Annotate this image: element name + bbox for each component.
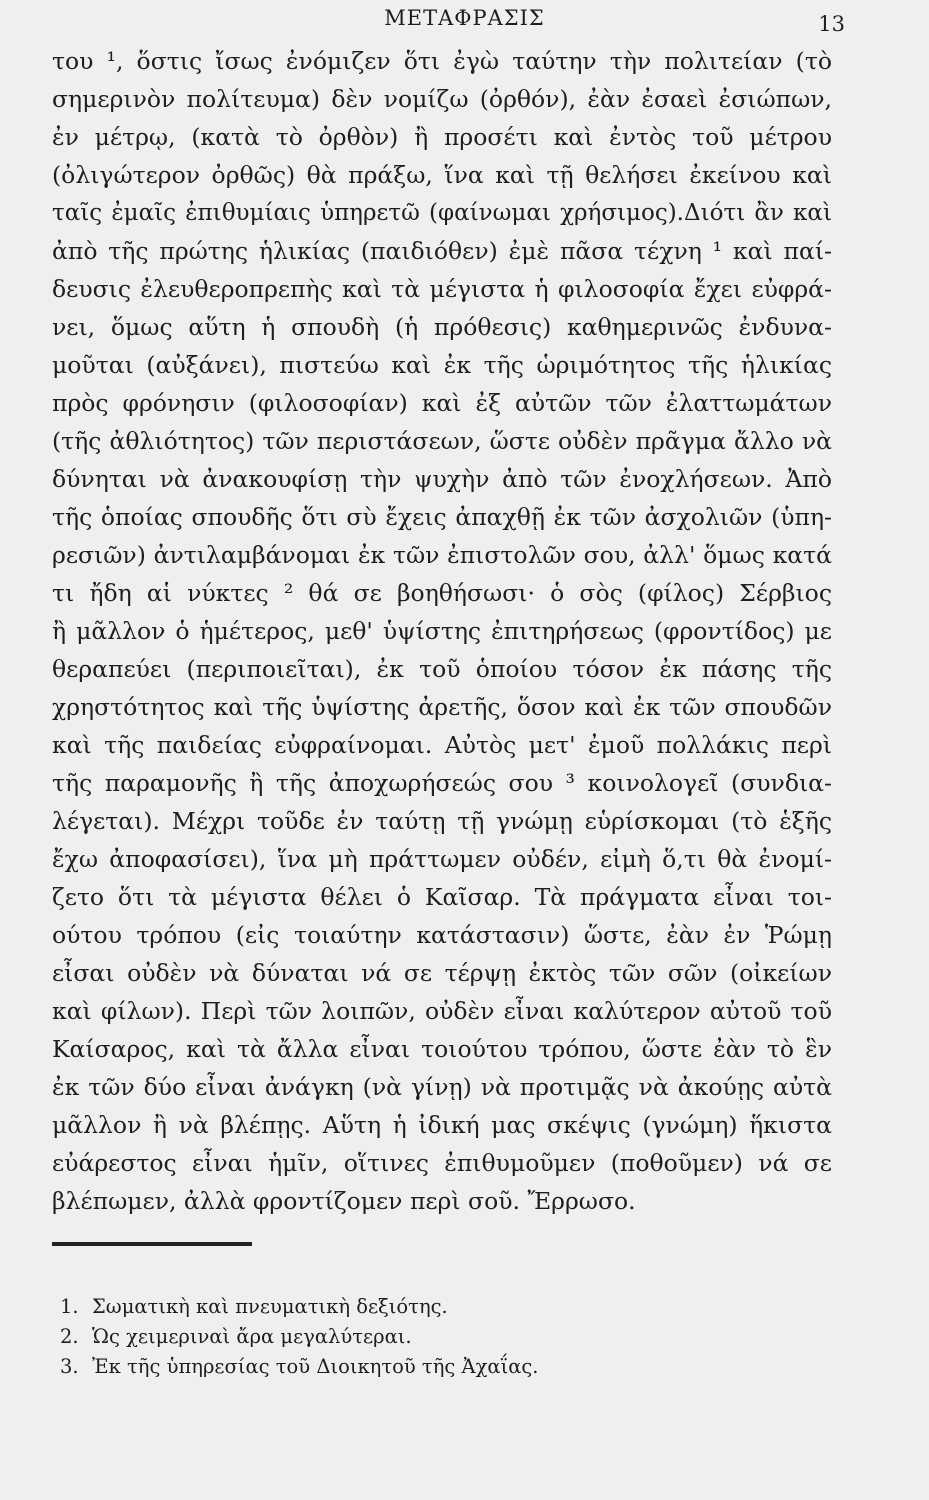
- text-line: τῆς ὁποίας σπουδῆς ὅτι σὺ ἔχεις ἀπαχθῇ ἐκ τῶν ἀσχολιῶν (ὑπη-: [52, 503, 832, 531]
- footnote: [60, 1322, 760, 1352]
- text-line: χρηστότητος καὶ τῆς ὑψίστης ἀρετῆς, ὅσον καὶ ἐκ τῶν σπουδῶν: [52, 693, 832, 721]
- page-number: 13: [818, 12, 845, 36]
- text-line: καὶ φίλων). Περὶ τῶν λοιπῶν, οὐδὲν εἶναι καλύτερον αὐτοῦ τοῦ: [52, 997, 832, 1025]
- text-line: βλέπωμεν, ἀλλὰ φροντίζομεν περὶ σοῦ. Ἔρρωσο.: [52, 1187, 636, 1215]
- text-line: εὐάρεστος εἶναι ἡμῖν, οἵτινες ἐπιθυμοῦμεν (ποθοῦμεν) νά σε: [52, 1149, 832, 1177]
- footnote-number: 3.: [60, 1355, 79, 1378]
- body-text: [52, 42, 832, 1220]
- text-line: καὶ τῆς παιδείας εὐφραίνομαι. Αὐτὸς μετ' ἐμοῦ πολλάκις περὶ: [52, 731, 832, 759]
- text-line: ἐν μέτρῳ, (κατὰ τὸ ὀρθὸν) ἢ προσέτι καὶ ἐντὸς τοῦ μέτρου: [52, 123, 832, 151]
- text-line: εἶσαι οὐδὲν νὰ δύναται νά σε τέρψῃ ἐκτὸς τῶν σῶν (οἰκείων: [52, 959, 832, 987]
- text-line: (ὀλιγώτερον ὀρθῶς) θὰ πράξω, ἵνα καὶ τῇ θελήσει ἐκείνου καὶ: [52, 161, 832, 189]
- footnote-rule: [52, 1242, 252, 1246]
- text-line: τι ἤδη αἱ νύκτες ² θά σε βοηθήσωσι· ὁ σὸς (φίλος) Σέρβιος: [52, 579, 832, 607]
- text-line: τῆς παραμονῆς ἢ τῆς ἀποχωρήσεώς σου ³ κοινολογεῖ (συνδια-: [52, 769, 832, 797]
- text-line: (τῆς ἀθλιότητος) τῶν περιστάσεων, ὥστε οὐδὲν πρᾶγμα ἄλλο νὰ: [52, 427, 832, 455]
- footnote-text: Ἐκ τῆς ὑπηρεσίας τοῦ Διοικητοῦ τῆς Ἀχαΐας.: [92, 1355, 539, 1378]
- text-line: του ¹, ὅστις ἴσως ἐνόμιζεν ὅτι ἐγὼ ταύτην τὴν πολιτείαν (τὸ: [52, 47, 832, 75]
- text-line: λέγεται). Μέχρι τοῦδε ἐν ταύτῃ τῇ γνώμῃ εὑρίσκομαι (τὸ ἑξῆς: [52, 807, 832, 835]
- text-line: μοῦται (αὐξάνει), πιστεύω καὶ ἐκ τῆς ὡριμότητος τῆς ἡλικίας: [52, 351, 832, 379]
- footnote: [60, 1292, 760, 1322]
- text-line: ζετο ὅτι τὰ μέγιστα θέλει ὁ Καῖσαρ. Τὰ πράγματα εἶναι τοι-: [52, 883, 832, 911]
- text-line: ρεσιῶν) ἀντιλαμβάνομαι ἐκ τῶν ἐπιστολῶν σου, ἀλλ' ὅμως κατά: [52, 541, 832, 569]
- text-line: νει, ὅμως αὕτη ἡ σπουδὴ (ἡ πρόθεσις) καθημερινῶς ἐνδυνα-: [52, 313, 832, 341]
- text-line: δευσις ἐλευθεροπρεπὴς καὶ τὰ μέγιστα ἡ φιλοσοφία ἔχει εὐφρά-: [52, 275, 832, 303]
- footnote-number: 2.: [60, 1325, 79, 1348]
- text-line: πρὸς φρόνησιν (φιλοσοφίαν) καὶ ἐξ αὐτῶν τῶν ἐλαττωμάτων: [52, 389, 832, 417]
- text-line: ἀπὸ τῆς πρώτης ἡλικίας (παιδιόθεν) ἐμὲ πᾶσα τέχνη ¹ καὶ παί-: [52, 237, 832, 265]
- text-line: ἢ μᾶλλον ὁ ἡμέτερος, μεθ' ὑψίστης ἐπιτηρήσεως (φροντίδος) με: [52, 617, 832, 645]
- text-line: μᾶλλον ἢ νὰ βλέπῃς. Αὕτη ἡ ἰδική μας σκέψις (γνώμη) ἥκιστα: [52, 1111, 832, 1139]
- footnote-text: Ὡς χειμεριναὶ ἄρα μεγαλύτεραι.: [92, 1325, 412, 1348]
- text-line: ούτου τρόπου (εἰς τοιαύτην κατάστασιν) ὥστε, ἐὰν ἐν Ῥώμῃ: [52, 921, 832, 949]
- text-line: θεραπεύει (περιποιεῖται), ἐκ τοῦ ὁποίου τόσον ἐκ πάσης τῆς: [52, 655, 832, 683]
- text-line: Καίσαρος, καὶ τὰ ἄλλα εἶναι τοιούτου τρόπου, ὥστε ἐὰν τὸ ἓν: [52, 1035, 832, 1063]
- text-line: ἐκ τῶν δύο εἶναι ἀνάγκη (νὰ γίνῃ) νὰ προτιμᾷς νὰ ἀκούῃς αὐτὰ: [52, 1073, 832, 1101]
- footnote: [60, 1352, 760, 1382]
- text-line: ἔχω ἀποφασίσει), ἵνα μὴ πράττωμεν οὐδέν, εἰμὴ ὅ,τι θὰ ἐνομί-: [52, 845, 832, 873]
- footnote-number: 1.: [60, 1295, 79, 1318]
- text-line: ταῖς ἐμαῖς ἐπιθυμίαις ὑπηρετῶ (φαίνωμαι χρήσιμος).Διότι ἂν καὶ: [52, 200, 832, 226]
- footnotes: [60, 1292, 760, 1382]
- running-title: ΜΕΤΑΦΡΑΣΙΣ: [384, 6, 545, 30]
- text-line: σημερινὸν πολίτευμα) δὲν νομίζω (ὀρθόν), ἐὰν ἐσαεὶ ἐσιώπων,: [52, 85, 832, 113]
- footnote-text: Σωματικὴ καὶ πνευματικὴ δεξιότης.: [92, 1295, 448, 1318]
- text-line: δύνηται νὰ ἀνακουφίσῃ τὴν ψυχὴν ἀπὸ τῶν ἐνοχλήσεων. Ἀπὸ: [52, 465, 832, 493]
